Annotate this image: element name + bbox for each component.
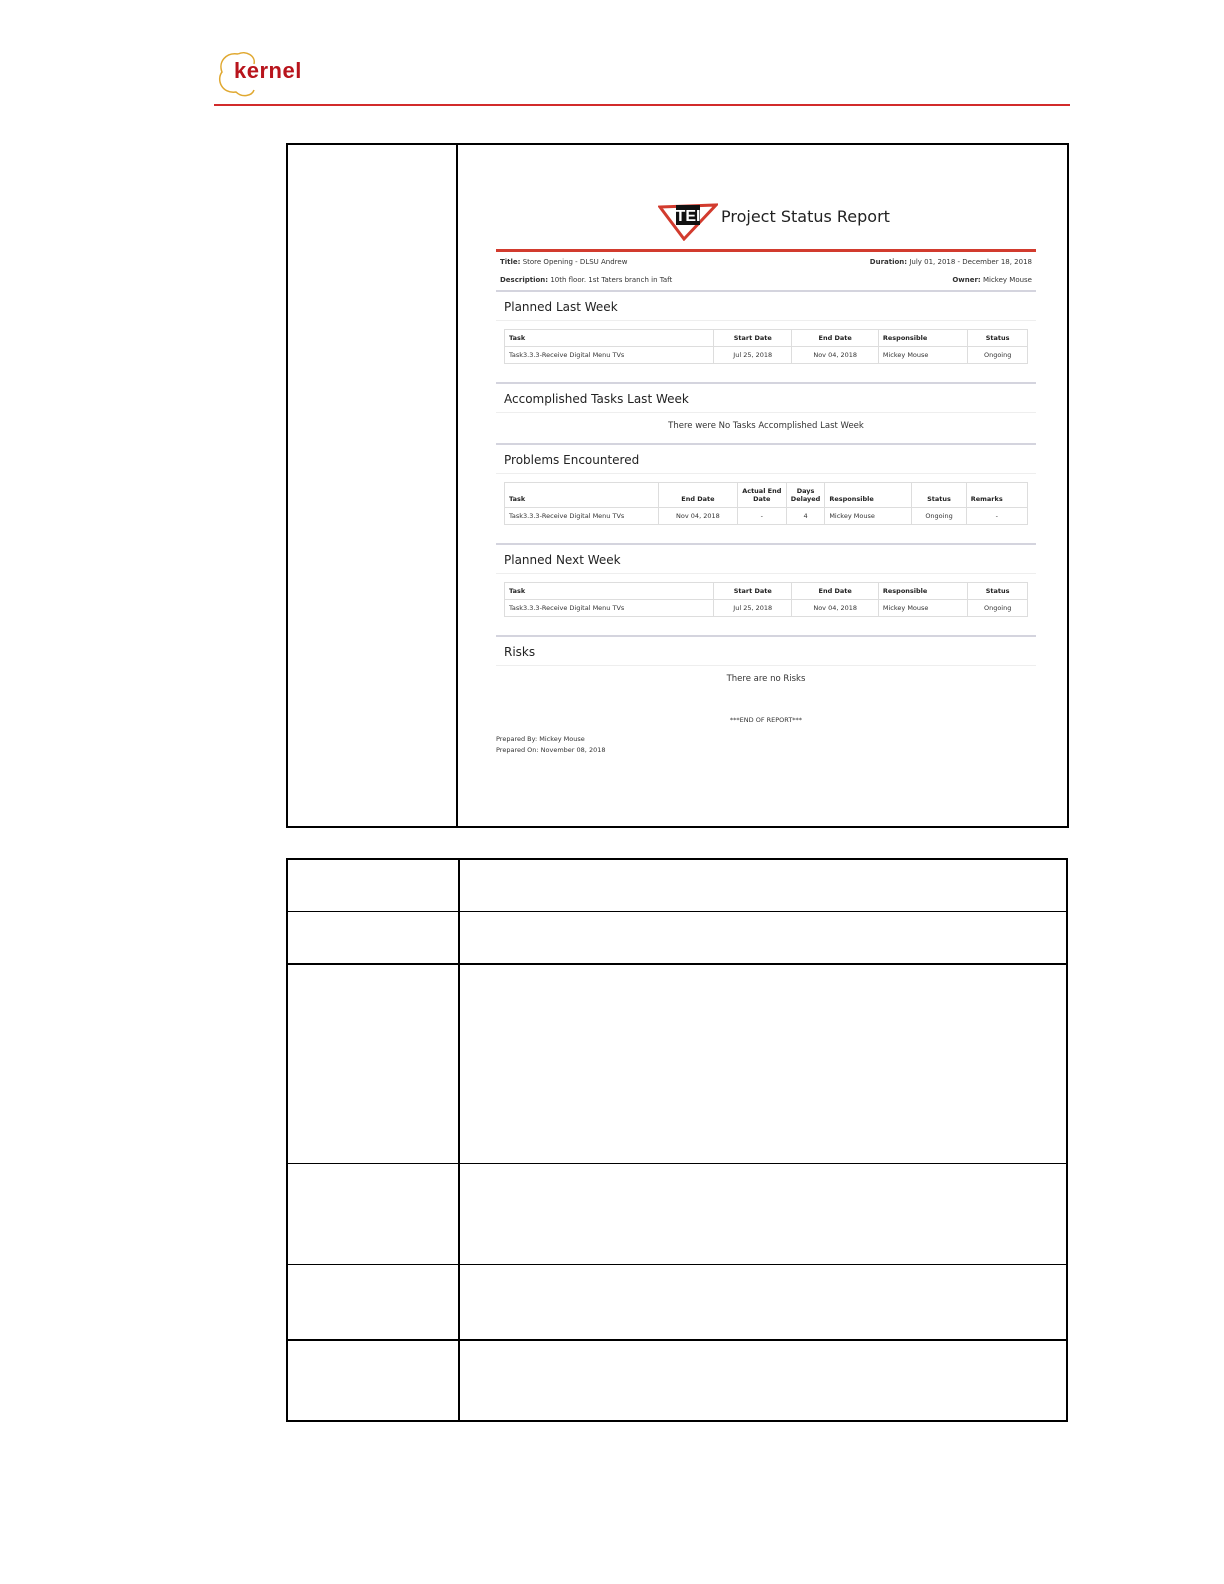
tei-logo-text: TEI: [675, 208, 701, 225]
col-header: Task: [505, 583, 714, 600]
col-header: Start Date: [714, 330, 792, 347]
divider: [496, 382, 1036, 384]
table-cell: Nov 04, 2018: [792, 347, 878, 364]
end-of-report: ***END OF REPORT***: [729, 716, 803, 724]
table-cell: Mickey Mouse: [878, 600, 967, 617]
col-header: Actual End Date: [737, 483, 786, 508]
grid-row-divider: [288, 1264, 1066, 1265]
report-title: Project Status Report: [721, 207, 890, 226]
kernel-logo: [216, 48, 316, 100]
accomplished-message: There were No Tasks Accomplished Last Week: [668, 421, 864, 431]
col-header: End Date: [792, 583, 878, 600]
table-row: [505, 508, 1028, 525]
table-cell: Jul 25, 2018: [714, 600, 792, 617]
table-cell: Ongoing: [968, 600, 1028, 617]
col-header: Start Date: [714, 583, 792, 600]
meta-owner-value: Mickey Mouse: [982, 276, 1032, 284]
section-title-planned-last-week: Planned Last Week: [496, 294, 1036, 321]
col-header: Task: [505, 330, 714, 347]
prepared-on: Prepared On: November 08, 2018: [496, 746, 606, 754]
meta-owner-label: Owner:: [952, 276, 981, 284]
table-cell: 4: [786, 508, 825, 525]
report-header: [496, 193, 1036, 249]
grid-row-divider: [288, 1339, 1066, 1341]
table-row: [505, 347, 1028, 364]
section-title-risks: Risks: [496, 639, 1036, 666]
meta-row-description: [496, 270, 1036, 288]
section-title-problems: Problems Encountered: [496, 447, 1036, 474]
tei-logo-icon: [658, 197, 718, 241]
grid-row-divider: [288, 963, 1066, 965]
table-cell: Ongoing: [912, 508, 966, 525]
table-row: [505, 600, 1028, 617]
prepared-info: [496, 734, 1036, 756]
meta-duration-label: Duration:: [869, 258, 908, 266]
divider: [496, 290, 1036, 292]
project-status-report: [496, 193, 1036, 756]
table-cell: Task3.3.3-Receive Digital Menu TVs: [505, 508, 659, 525]
report-table: [286, 143, 1069, 828]
problems-table: [504, 482, 1028, 525]
meta-title-value: Store Opening - DLSU Andrew: [522, 258, 628, 266]
meta-description-value: 10th floor. 1st Taters branch in Taft: [550, 276, 673, 284]
table-cell: Nov 04, 2018: [659, 508, 738, 525]
header-rule: [214, 104, 1070, 106]
grid-row-divider: [288, 1163, 1066, 1164]
grid-column-divider: [458, 860, 460, 1420]
col-header: End Date: [792, 330, 878, 347]
col-header: Responsible: [878, 583, 967, 600]
table-cell: -: [966, 508, 1027, 525]
col-header: Responsible: [878, 330, 967, 347]
section-title-planned-next-week: Planned Next Week: [496, 547, 1036, 574]
kernel-logo-text: kernel: [234, 58, 302, 83]
col-header: Status: [968, 583, 1028, 600]
col-header: End Date: [659, 483, 738, 508]
table-cell: -: [737, 508, 786, 525]
col-header: Responsible: [825, 483, 912, 508]
report-table-left-cell: [288, 145, 458, 826]
col-header: Status: [968, 330, 1028, 347]
col-header: Remarks: [966, 483, 1027, 508]
meta-row-title: [496, 252, 1036, 270]
grid-row-divider: [288, 911, 1066, 912]
table-cell: Task3.3.3-Receive Digital Menu TVs: [505, 347, 714, 364]
prepared-by: Prepared By: Mickey Mouse: [496, 735, 585, 743]
table-cell: Jul 25, 2018: [714, 347, 792, 364]
table-cell: Nov 04, 2018: [792, 600, 878, 617]
table-cell: Mickey Mouse: [878, 347, 967, 364]
empty-grid-table: [286, 858, 1068, 1422]
col-header: Days Delayed: [786, 483, 825, 508]
planned-last-week-table: [504, 329, 1028, 364]
risks-message: There are no Risks: [726, 674, 806, 684]
meta-duration-value: July 01, 2018 - December 18, 2018: [909, 258, 1032, 266]
table-cell: Ongoing: [968, 347, 1028, 364]
divider: [496, 543, 1036, 545]
meta-description-label: Description:: [500, 276, 549, 284]
col-header: Status: [912, 483, 966, 508]
section-title-accomplished: Accomplished Tasks Last Week: [496, 386, 1036, 413]
planned-next-week-table: [504, 582, 1028, 617]
col-header: Task: [505, 483, 659, 508]
divider: [496, 443, 1036, 445]
divider: [496, 635, 1036, 637]
meta-title-label: Title:: [500, 258, 521, 266]
table-cell: Mickey Mouse: [825, 508, 912, 525]
table-cell: Task3.3.3-Receive Digital Menu TVs: [505, 600, 714, 617]
